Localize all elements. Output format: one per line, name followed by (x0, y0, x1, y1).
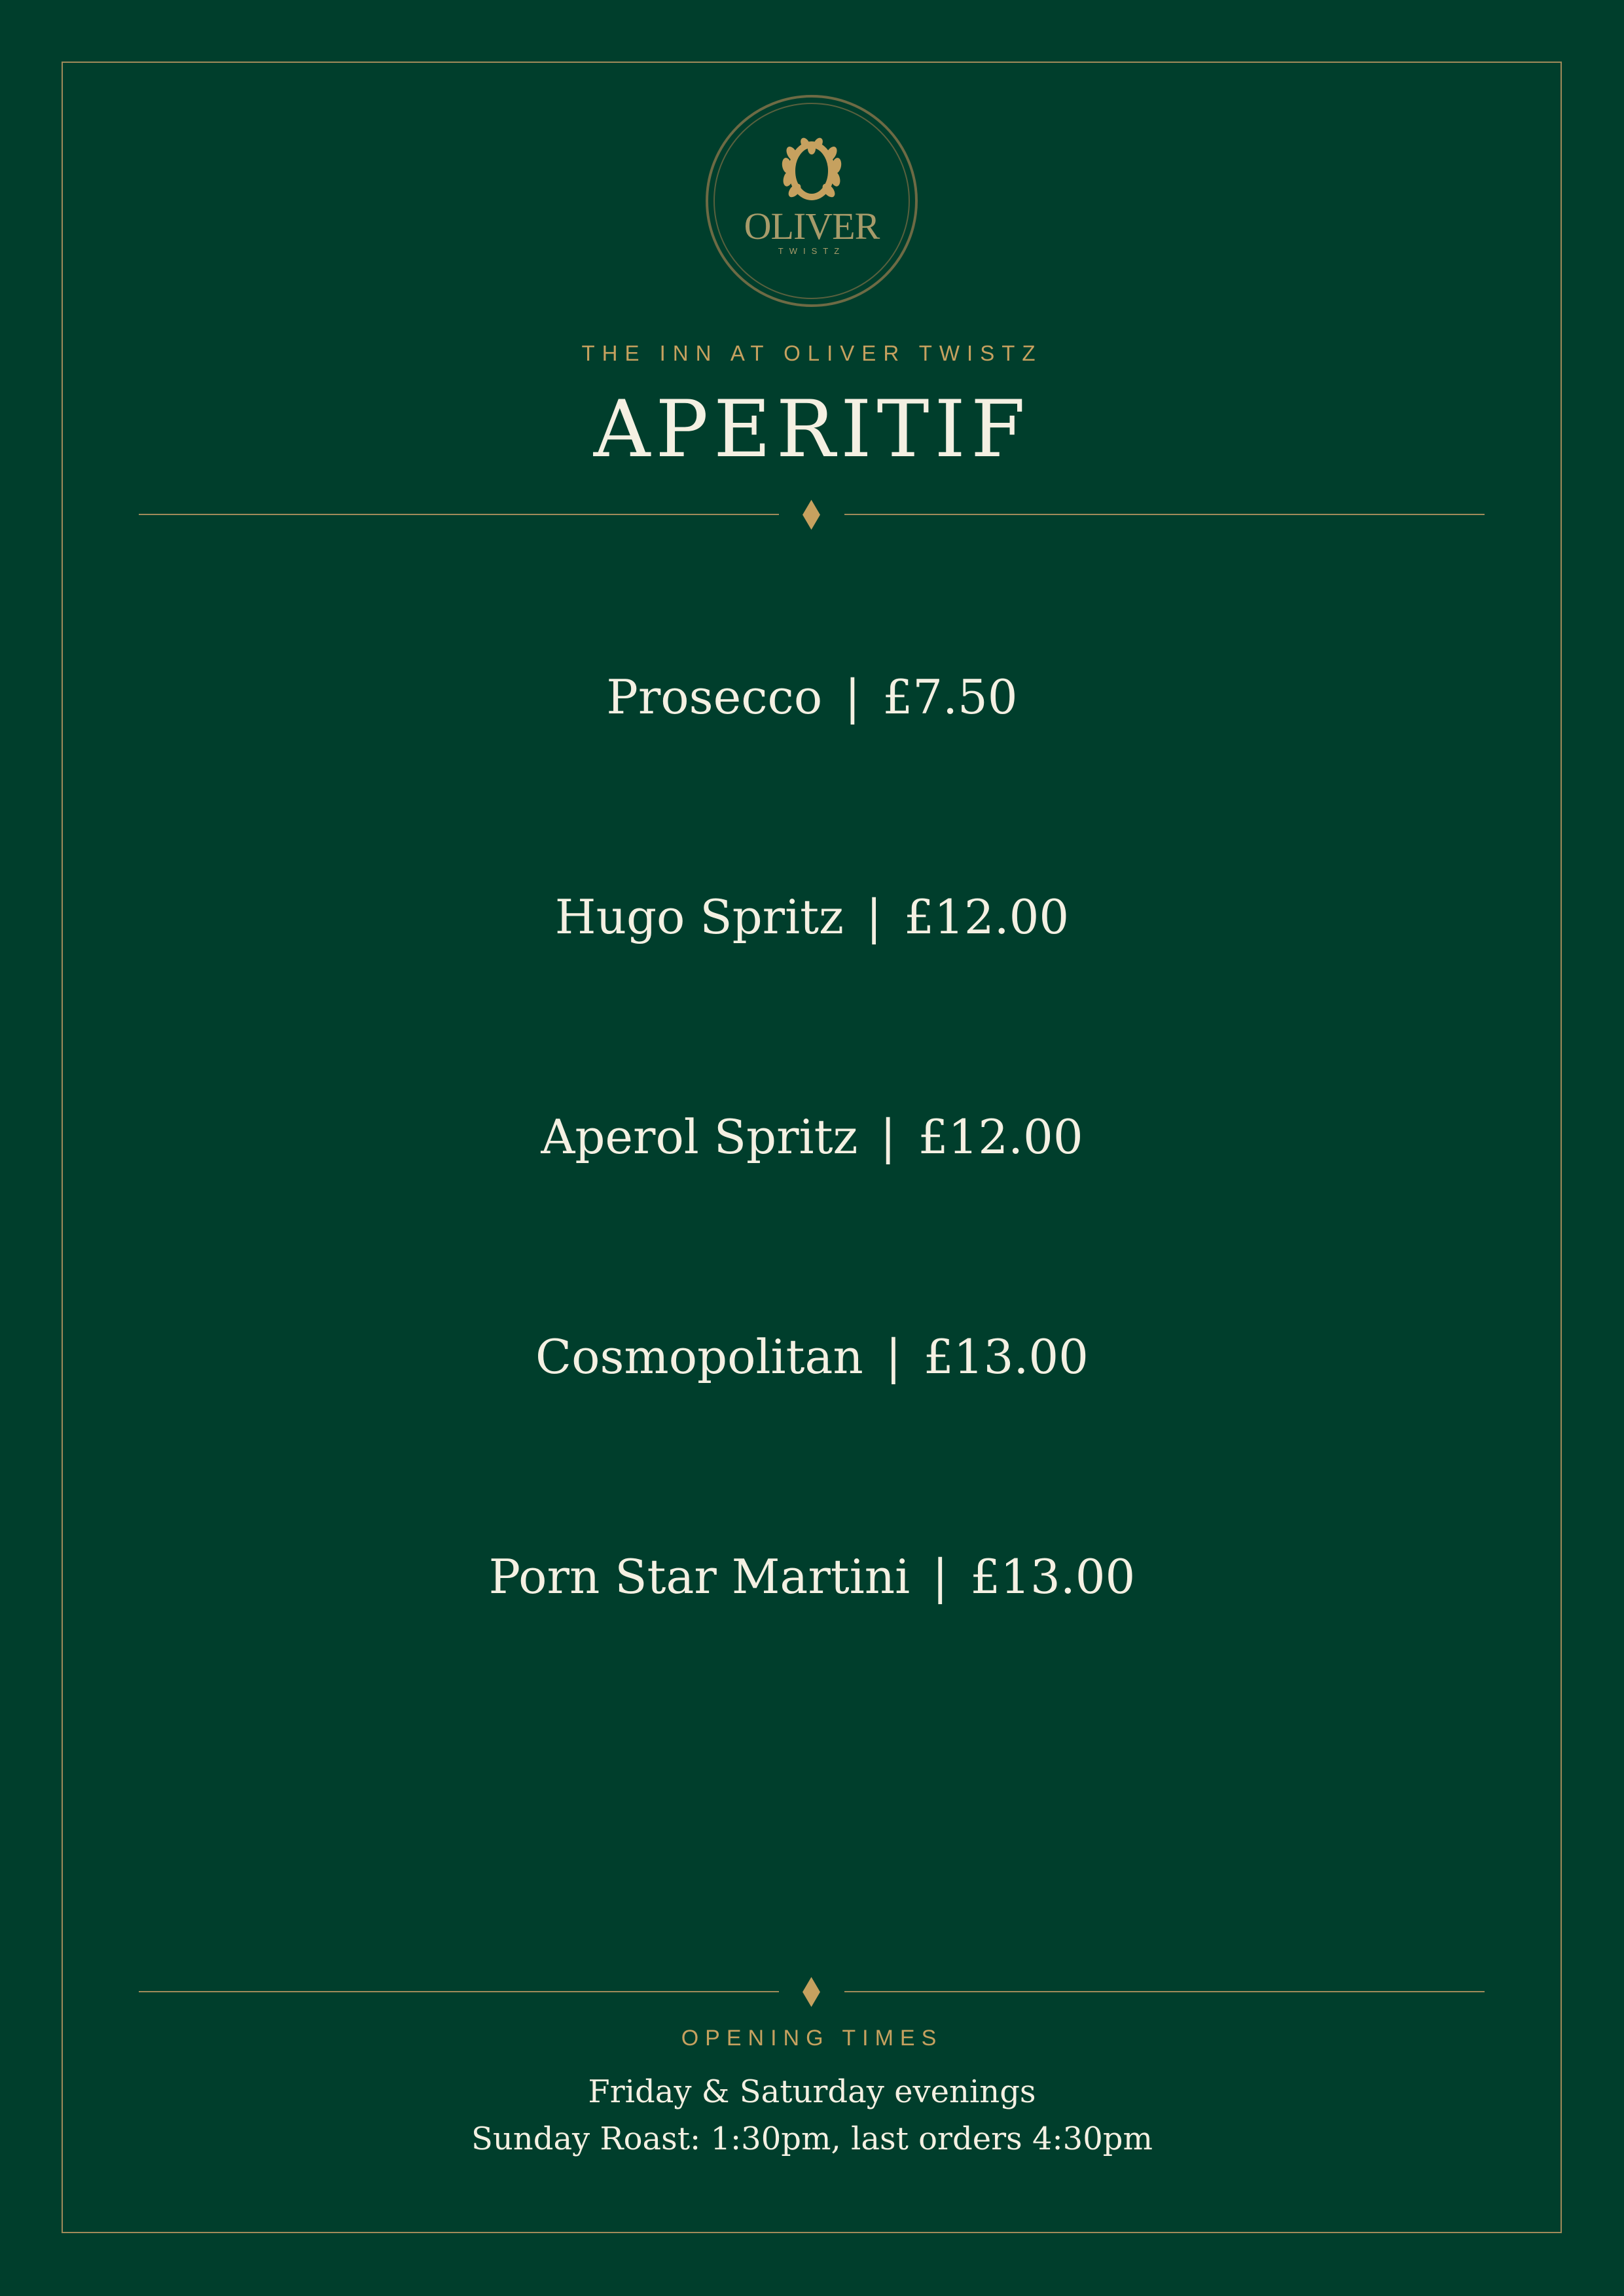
menu-item-separator: | (866, 889, 882, 944)
menu-item (0, 1324, 1624, 1390)
opening-times-label: OPENING TIMES (681, 2026, 943, 2051)
oliver-twistz-logo (706, 95, 918, 307)
logo-subtitle: TWISTZ (778, 246, 846, 256)
menu-item-name: Hugo Spritz (554, 889, 844, 944)
logo-wordmark: OLIVER (744, 205, 880, 247)
menu-item-name: Porn Star Martini (488, 1549, 911, 1604)
menu-item-name: Prosecco (606, 670, 823, 725)
header-divider-left (139, 514, 779, 515)
menu-item-separator: | (932, 1549, 948, 1604)
menu-item-price: £13.00 (924, 1329, 1089, 1384)
menu-item-separator: | (885, 1329, 902, 1384)
opening-times-line: Sunday Roast: 1:30pm, last orders 4:30pm (471, 2121, 1153, 2157)
menu-item-separator: | (844, 670, 861, 725)
menu-item-price: £12.00 (918, 1109, 1083, 1164)
menu-item-price: £12.00 (904, 889, 1070, 944)
menu-item-name: Aperol Spritz (541, 1109, 858, 1164)
menu-item-price: £7.50 (882, 670, 1018, 725)
menu-item (0, 1104, 1624, 1170)
header-divider-right (844, 514, 1485, 515)
menu-item-name: Cosmopolitan (535, 1329, 863, 1384)
footer-divider-left (139, 1991, 779, 1992)
menu-item (0, 884, 1624, 950)
opening-times-line: Friday & Saturday evenings (588, 2073, 1036, 2110)
venue-tagline: THE INN AT OLIVER TWISTZ (581, 341, 1043, 365)
menu-item-price: £13.00 (970, 1549, 1136, 1604)
footer-divider-right (844, 1991, 1485, 1992)
menu-item (0, 1544, 1624, 1609)
page-title: APERITIF (593, 384, 1031, 475)
menu-item-separator: | (880, 1109, 896, 1164)
wreath-icon (708, 98, 915, 304)
menu-item (0, 664, 1624, 730)
